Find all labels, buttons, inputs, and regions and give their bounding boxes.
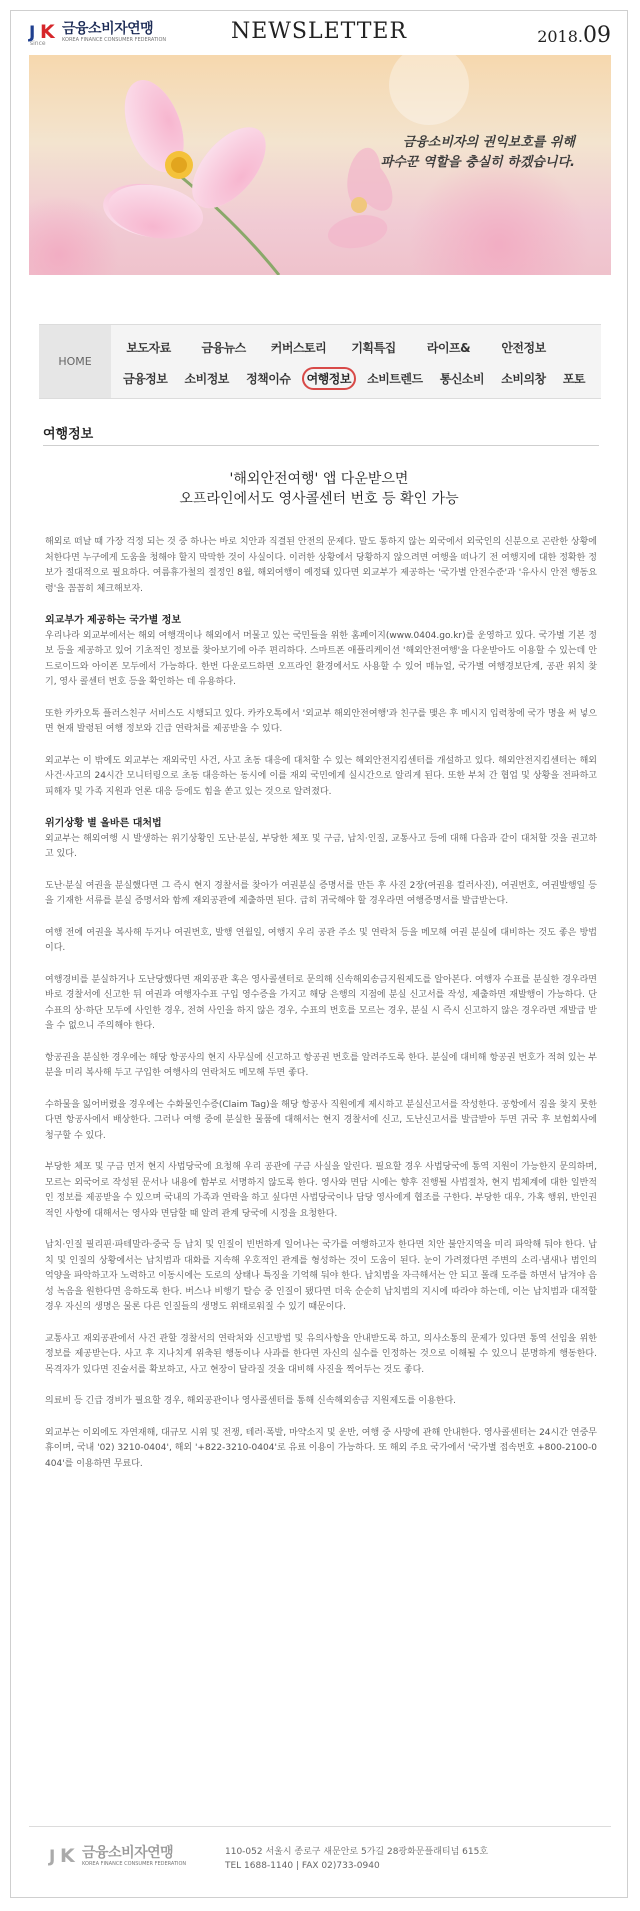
paragraph: 또한 카카오톡 플러스친구 서비스도 시행되고 있다. 카카오톡에서 '외교부 해외안전여행'과 친구를 맺은 후 메시지 입력창에 국가 명을 써 넣으면 현재 발령된 여행 정보와 긴급 연락처를 제공받을 수 있다.: [45, 708, 598, 734]
main-navigation: [39, 324, 601, 399]
nav-item-finance-news[interactable]: 금융뉴스: [201, 341, 246, 355]
paragraph: 의료비 등 긴급 경비가 필요할 경우, 해외공관이나 영사콜센터를 통해 신속해외송금 지원제도를 이용한다.: [45, 1396, 457, 1406]
paragraph: 해외로 떠날 때 가장 걱정 되는 것 중 하나는 바로 치안과 직결된 안전의 문제다. 말도 통하지 않는 외국에서 외국인의 신분으로 곤란한 상황에 처한다면 누구에게 도움을 청해야 할지 막막한 것이 사실이다. 이러한 상황에서 당황하지 않으려면 여행을 떠나기 전 여행지에 대한 정확한 정보가 절대적으로 필요하다. 여름휴가철의 절정인 8월, 해외여행이 예정돼 있다면 외교부가 제공하는 '국가별 안전수준'과 '유사시 안전 행동요령'을 꼼꼼히 체크해보자.: [45, 537, 597, 594]
nav-item-telecom[interactable]: 통신소비: [439, 372, 485, 386]
subheading: 외교부가 제공하는 국가별 정보: [45, 615, 182, 626]
paragraph: 외교부는 해외여행 시 발생하는 위기상황인 도난·분실, 부당한 체포 및 구금, 납치·인질, 교통사고 등에 대해 다음과 같이 대처할 것을 권고하고 있다.: [45, 833, 597, 859]
nav-item-finance-info[interactable]: 금융정보: [123, 372, 168, 386]
nav-home[interactable]: HOME: [39, 325, 111, 398]
paragraph: 수하물을 잃어버렸을 경우에는 수화물인수증(Claim Tag)을 해당 항공사 직원에게 제시하고 분실신고서를 작성한다. 공항에서 짐을 찾지 못한다면 항공사에서 배상한다. 그러나 여행 중에 분실한 물품에 대해서는 현지 경찰서에 신고, 도난신고서를 발급받아 두면 귀국 후 보험회사에 청구할 수 있다.: [45, 1099, 597, 1141]
paragraph: 도난·분실 여권을 분실했다면 그 즉시 현지 경찰서를 찾아가 여권분실 증명서를 만든 후 사진 2장(여권용 컬러사진), 여권번호, 여권발행일 등을 기재한 서류를 분실 증명서와 함께 재외공관에 제출하면 된다. 급히 귀국해야 할 경우라면 여행증명서를 발급받는다.: [45, 880, 597, 906]
paragraph: 여행 전에 여권을 복사해 두거나 여권번호, 발행 연월일, 여행지 우리 공관 주소 및 연락처 등을 메모해 여권 분실에 대비하는 것도 좋은 방법이다.: [45, 927, 597, 953]
paragraph: 항공권을 분실한 경우에는 해당 항공사의 현지 사무실에 신고하고 항공권 번호를 알려주도록 한다. 분실에 대비해 항공권 번호가 적혀 있는 부분을 미리 복사해 두고 구입한 여행사의 연락처도 메모해 두면 좋다.: [45, 1052, 597, 1078]
nav-item-life[interactable]: 라이프&: [426, 341, 471, 355]
logo-name-en: KOREA FINANCE CONSUMER FEDERATION: [62, 37, 167, 43]
nav-row-2: [111, 370, 601, 390]
paragraph: 부당한 체포 및 구금 먼저 현지 사법당국에 요청해 우리 공관에 구금 사실을 알린다. 필요할 경우 사법당국에 통역 지원이 가능한지 문의하며, 모르는 외국어로 작성된 문서나 내용에 함부로 서명하지 않도록 한다. 영사와 면담 시에는 향후 진행될 사법절차, 현지 법체계에 대한 일반적인 정보를 제공받을 수 있으며 국내의 가족과 연락을 하고 싶다면 사법당국이나 담당 영사에게 협조를 구한다. 부당한 대우, 가혹 행위, 반인권적인 사항에 대해서는 영사와 면담할 때 알려 관계 당국에 시정을 요청한다.: [45, 1162, 597, 1219]
article-title: '해외안전여행' 앱 다운받으면 오프라인에서도 영사콜센터 번호 등 확인 가능: [179, 471, 459, 507]
nav-item-photo[interactable]: 포토: [562, 372, 585, 386]
header: [11, 11, 627, 55]
paragraph: 우리나라 외교부에서는 해외 여행객이나 해외에서 머물고 있는 국민들을 위한 홈페이지(www.0404.go.kr)를 운영하고 있다. 국가별 기본 정보 등을 제공하고 있어 기초적인 정보를 찾아보기에 아주 편리하다. 스마트폰 애플리케이션 '해외안전여행'을 다운받아도 이용할 수 있는데 안드로이드와 아이폰 모두에서 가능하다. 한번 다운로드하면 오프라인 환경에서도 사용할 수 있어 매뉴얼, 국가별 여행경보단계, 공관 위치 찾기, 영사 콜센터 번호 등을 확인하는 데 유용하다.: [45, 630, 597, 687]
nav-item-consumer-window[interactable]: 소비의창: [501, 372, 546, 386]
footer-logo-name-en: KOREA FINANCE CONSUMER FEDERATION: [82, 1861, 187, 1867]
nav-row-1: [111, 339, 601, 356]
nav-item-press[interactable]: 보도자료: [126, 341, 171, 355]
nav-item-travel-active[interactable]: 여행정보: [302, 367, 356, 390]
footer-logo[interactable]: [49, 1845, 186, 1869]
paragraph: 외교부는 이 밖에도 외교부는 재외국민 사건, 사고 초동 대응에 대처할 수 있는 해외안전지킴센터를 개설하고 있다. 해외안전지킴센터는 해외 사건·사고의 24시간 모니터링으로 초동 대응하는 동시에 이를 재외 국민에게 실시간으로 알리게 된다. 또한 부처 간 협업 및 상황을 전파하고 피해자 및 가족 지원과 언론 대응 등에도 힘을 쏟고 있는 것으로 알려졌다.: [45, 755, 597, 797]
logo-mark-icon: J K since: [29, 21, 55, 47]
paragraph: 납치·인질 필리핀·파테말라·중국 등 납치 및 인질이 빈번하게 일어나는 국가를 여행하고자 한다면 치안 불안지역을 미리 파악해 둬야 한다. 납치 및 인질의 상황에서는 납치범과 대화를 지속해 우호적인 관계를 형성하는 것이 도움이 된다. 눈이 가려졌다면 주변의 소리·냄새나 범인의 억양을 파악하고자 노력하고 이동시에는 도로의 상태나 특징을 기억해 둬야 한다. 납치범을 자극해서는 안 되고 몰래 도주를 하면서 남겨야 음성 녹음을 원한다면 응하도록 한다. 버스나 비행기 탈승 중 인질이 됐다면 더욱 순순히 납치범의 지시에 따라야 하는데, 이는 납치범과 대적할 경우 자신의 생명은 물론 다른 인질들의 생명도 위태로워질 수 있기 때문이다.: [45, 1240, 597, 1312]
footer-address: 110-052 서울시 종로구 새문안로 5가길 28광화문플래티넘 615호 TEL 1688-1140 | FAX 02)733-0940: [225, 1847, 489, 1871]
paragraph: 교통사고 재외공관에서 사건 관할 경찰서의 연락처와 신고방법 및 유의사항을 안내받도록 하고, 의사소통의 문제가 있다면 통역 선임을 위한 정보를 제공받는다. 사고 후 지나치게 위축된 행동이나 사과를 한다면 자신의 실수를 인정하는 것으로 이해될 수 있으니 분명하게 행동한다. 목격자가 있다면 진술서를 확보하고, 사고 현장이 달라질 것을 대비해 사진을 찍어두는 것도 좋다.: [45, 1333, 597, 1375]
nav-item-safety[interactable]: 안전정보: [501, 341, 546, 355]
hero-banner: [29, 55, 611, 275]
nav-item-special[interactable]: 기획특집: [351, 341, 396, 355]
paragraph: 외교부는 이외에도 자연재해, 대규모 시위 및 전쟁, 테러·폭발, 마약소지 및 운반, 여행 중 사망에 관해 안내한다. 영사콜센터는 24시간 연중무휴이며, 국내 '02) 3210-0404', 해외 '+822-3210-0404'로 유료 이용이 가능하다. 또 해외 주요 국가에서 '국가별 접속번호 +800-2100-0404'를 이용하면 무료다.: [45, 1427, 597, 1469]
issue-date: 2018.09: [537, 23, 611, 48]
paragraph: 여행경비를 분실하거나 도난당했다면 재외공관 혹은 영사콜센터로 문의해 신속해외송금지원제도를 알아본다. 여행자 수표를 분실한 경우라면 바로 경찰서에 신고한 뒤 여권과 여행자수표 구입 영수증을 가지고 해당 은행의 지점에 분실 신고서를 작성, 제출하면 재발행이 가능하다. 단 수표의 상·하단 모두에 사인한 경우, 전혀 사인을 하지 않은 경우, 수표의 번호를 모르는 경우, 분실 시 즉시 신고하지 않은 경우라면 재발급 받을 수 없으니 주의해야 한다.: [45, 974, 597, 1031]
logo-name: 금융소비자연맹: [62, 21, 154, 37]
nav-item-trend[interactable]: 소비트렌드: [367, 372, 423, 386]
footer: [29, 1826, 611, 1887]
newsletter-title: NEWSLETTER: [230, 19, 408, 44]
newsletter-frame: [10, 10, 628, 1898]
hero-slogan: 금융소비자의 권익보호를 위해 파수꾼 역할을 충실히 하겠습니다.: [380, 135, 575, 170]
section-heading: 여행정보: [43, 423, 599, 446]
footer-logo-name: 금융소비자연맹: [82, 1845, 174, 1861]
nav-item-consumer-info[interactable]: 소비정보: [184, 372, 229, 386]
article-body: [45, 535, 597, 1488]
nav-item-cover-story[interactable]: 커버스토리: [270, 341, 327, 355]
subheading: 위기상황 별 올바른 대처법: [45, 818, 162, 829]
footer-logo-mark-icon: J K: [49, 1845, 75, 1867]
nav-item-policy[interactable]: 정책이슈: [246, 372, 291, 386]
logo-since: since: [30, 40, 46, 47]
